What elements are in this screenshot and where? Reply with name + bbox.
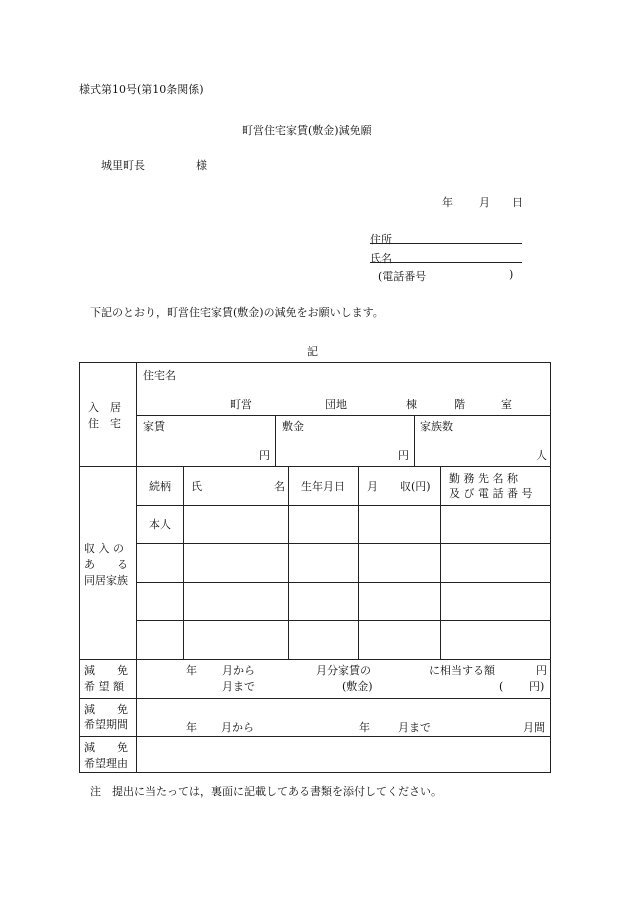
deposit-unit: 円 — [398, 449, 409, 462]
divider — [183, 466, 184, 659]
period-label-1: 減 免 — [84, 703, 128, 716]
room-label: 室 — [501, 398, 512, 411]
reason-label-2: 希望理由 — [84, 757, 128, 770]
rent-unit: 円 — [259, 449, 270, 462]
family-count-label: 家族数 — [420, 420, 453, 433]
amount-label-2: 希 望 額 — [84, 680, 124, 693]
header-relation: 続柄 — [149, 480, 171, 493]
period-end-month: 月まで — [398, 721, 431, 734]
amount-label-1: 減 免 — [84, 664, 128, 677]
divider — [275, 415, 276, 466]
phone-close: ) — [509, 268, 514, 281]
divider — [136, 620, 551, 621]
header-name-1: 氏 — [191, 480, 202, 493]
application-table — [79, 362, 551, 773]
family-count-unit: 人 — [536, 449, 547, 462]
danchi-label: 団地 — [325, 398, 347, 411]
header-income-2: 収(円) — [400, 480, 431, 493]
footnote: 注 提出に当たっては，裏面に記載してある書類を添付してください。 — [90, 785, 442, 798]
divider — [136, 543, 551, 544]
residence-label-1: 入 居 — [88, 401, 121, 414]
household-label-1: 収 入 の — [84, 542, 124, 555]
address-label: 住所 — [370, 233, 392, 246]
divider — [136, 363, 137, 773]
header-workplace-1: 勤 務 先 名 称 — [449, 472, 518, 485]
addressee-name: 城里町長 — [101, 159, 145, 172]
date-month-label: 月 — [479, 196, 490, 209]
header-name-2: 名 — [274, 480, 285, 493]
amount-year: 年 — [186, 664, 197, 677]
form-number: 様式第10号(第10条関係) — [79, 83, 204, 96]
header-income-1: 月 — [367, 480, 378, 493]
housing-name-label: 住宅名 — [143, 369, 176, 382]
page-title: 町営住宅家賃(敷金)減免願 — [242, 124, 372, 137]
household-label-3: 同居家族 — [84, 574, 128, 587]
town-label: 町営 — [230, 398, 252, 411]
date-year-label: 年 — [442, 196, 453, 209]
period-start-month: 月から — [221, 721, 254, 734]
amount-yen: 円 — [536, 664, 547, 677]
period-start-year: 年 — [186, 721, 197, 734]
period-end-year: 年 — [359, 721, 370, 734]
divider — [136, 415, 551, 416]
amount-deposit: (敷金) — [342, 680, 373, 693]
divider — [288, 466, 289, 659]
phone-label: (電話番号 — [378, 270, 427, 283]
divider — [136, 505, 551, 506]
divider — [358, 466, 359, 659]
self-label: 本人 — [149, 518, 171, 531]
household-label-2: あ る — [84, 558, 128, 571]
amount-paren-open: ( — [499, 680, 504, 693]
ki-label: 記 — [307, 345, 318, 358]
rent-label: 家賃 — [143, 420, 165, 433]
address-field[interactable] — [370, 243, 522, 244]
name-field[interactable] — [370, 262, 522, 263]
reason-label-1: 減 免 — [84, 741, 128, 754]
amount-month-until: 月まで — [222, 680, 255, 693]
period-label-2: 希望期間 — [84, 718, 128, 731]
floor-label: 階 — [454, 398, 465, 411]
amount-paren-close: 円) — [529, 680, 545, 693]
divider — [414, 415, 415, 466]
header-birthdate: 生年月日 — [301, 480, 345, 493]
period-duration: 月間 — [523, 721, 545, 734]
building-label: 棟 — [406, 398, 417, 411]
addressee-honorific: 様 — [196, 159, 207, 172]
deposit-label: 敷金 — [282, 420, 304, 433]
amount-monthly-rent: 月分家賃の — [316, 664, 371, 677]
divider — [80, 659, 551, 660]
amount-equivalent: に相当する額 — [429, 664, 495, 677]
divider — [80, 698, 551, 699]
divider — [136, 582, 551, 583]
residence-label-2: 住 宅 — [88, 417, 121, 430]
intro-text: 下記のとおり，町営住宅家賃(敷金)の減免をお願いします。 — [90, 306, 384, 319]
divider — [80, 466, 551, 467]
name-label: 氏名 — [370, 252, 392, 265]
reason-field[interactable] — [137, 737, 550, 772]
header-workplace-2: 及 び 電 話 番 号 — [449, 487, 533, 500]
amount-month-from: 月から — [222, 664, 255, 677]
date-day-label: 日 — [512, 196, 523, 209]
divider — [440, 466, 441, 659]
